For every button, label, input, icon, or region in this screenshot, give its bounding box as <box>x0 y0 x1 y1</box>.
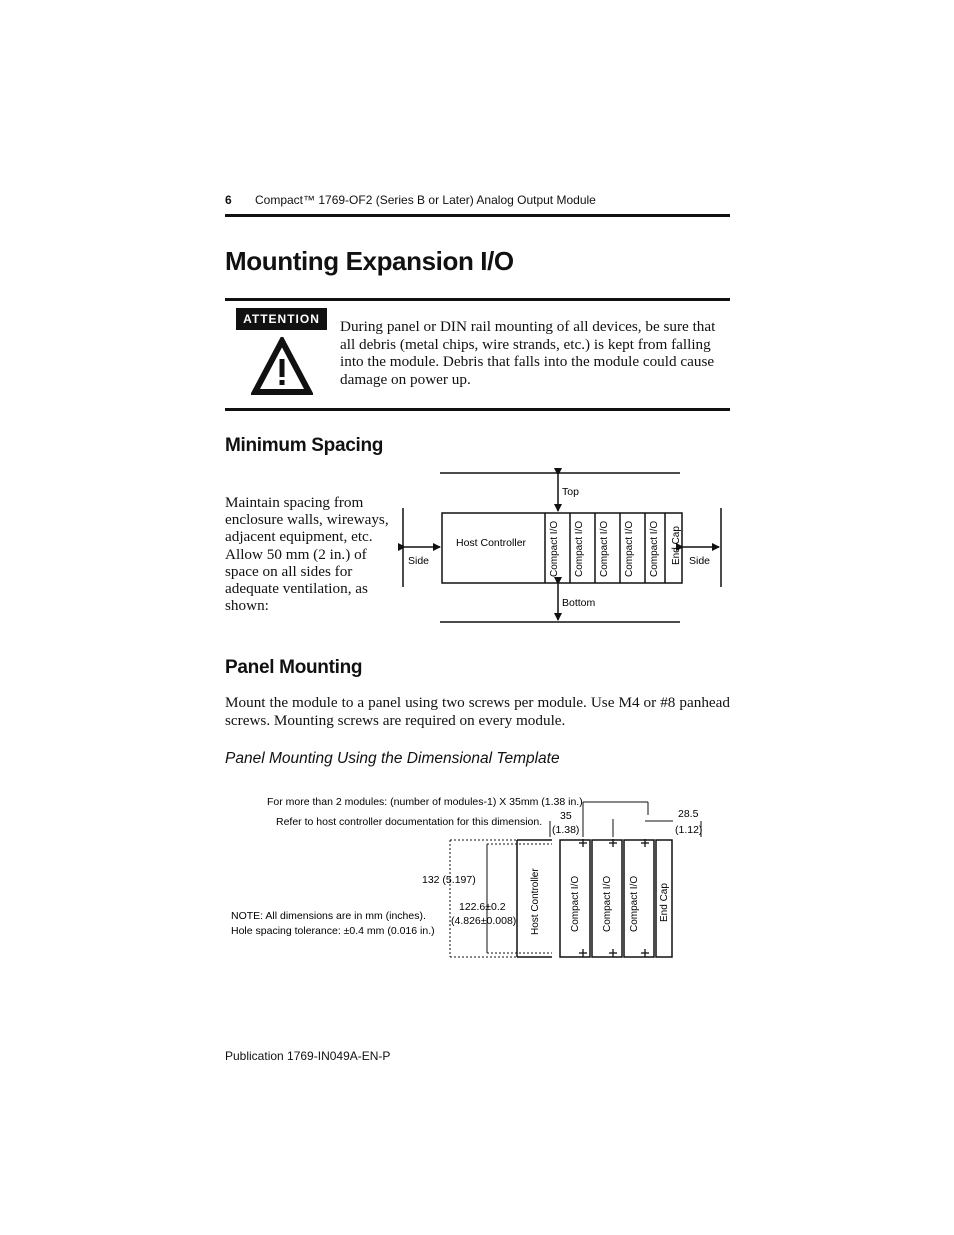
minimum-spacing-diagram <box>395 465 730 630</box>
minimum-spacing-heading: Minimum Spacing <box>225 435 384 456</box>
host-controller-label: Host Controller <box>456 537 527 549</box>
end-cap-label: End Cap <box>671 526 682 565</box>
warning-triangle-icon <box>251 337 313 396</box>
page-title: Mounting Expansion I/O <box>225 246 514 276</box>
host-controller-label: Host Controller <box>530 868 541 935</box>
attention-text: During panel or DIN rail mounting of all devices, be sure that all debris (metal chips, wire strands, etc.) is kept from falling into the module. Debris that falls into the module could cause damage on power up. <box>340 318 716 388</box>
side-right-label: Side <box>689 555 711 567</box>
dim-35-in: (1.38) <box>552 824 580 836</box>
publication-number: Publication 1769-IN049A-EN-P <box>225 1049 391 1063</box>
module-label: Compact I/O <box>602 875 613 932</box>
dim-132: 132 (5.197) <box>422 874 476 886</box>
module-label: Compact I/O <box>629 875 640 932</box>
module-label: Compact I/O <box>549 520 560 577</box>
end-cap-label: End Cap <box>659 883 670 922</box>
panel-mounting-heading: Panel Mounting <box>225 657 363 678</box>
header-rule <box>225 214 730 217</box>
more-modules-note: For more than 2 modules: (number of modules-1) X 35mm (1.38 in.) <box>267 796 583 808</box>
attention-badge: ATTENTION <box>236 308 327 330</box>
dim-122-mm: 122.6±0.2 <box>459 901 506 913</box>
attention-top-rule <box>225 298 730 301</box>
dim-35-mm: 35 <box>560 810 572 822</box>
module-label: Compact I/O <box>570 875 581 932</box>
panel-mounting-subheading: Panel Mounting Using the Dimensional Template <box>225 750 560 767</box>
side-left-label: Side <box>408 555 430 567</box>
tolerance-note: Hole spacing tolerance: ±0.4 mm (0.016 in.) <box>231 925 435 937</box>
host-reference-note: Refer to host controller documentation for this dimension. <box>276 816 543 828</box>
module-label: Compact I/O <box>599 520 610 577</box>
minimum-spacing-text: Maintain spacing from enclosure walls, wireways, adjacent equipment, etc. Allow 50 mm (2 in.) of space on all sides for adequate ventilation, as shown: <box>225 494 389 615</box>
dim-122-in: (4.826±0.008) <box>451 915 517 927</box>
panel-mounting-text: Mount the module to a panel using two screws per module. Use M4 or #8 panhead screws. Mounting screws are required on every module. <box>225 694 730 729</box>
dim-28-mm: 28.5 <box>678 808 699 820</box>
dimensions-note: NOTE: All dimensions are in mm (inches). <box>231 910 426 922</box>
module-label: Compact I/O <box>574 520 585 577</box>
attention-bottom-rule <box>225 408 730 411</box>
bottom-label: Bottom <box>562 597 596 609</box>
module-label: Compact I/O <box>649 520 660 577</box>
page-number: 6 <box>225 193 232 207</box>
header-title: Compact™ 1769-OF2 (Series B or Later) Analog Output Module <box>255 193 596 207</box>
dim-28-in: (1.12) <box>675 824 703 836</box>
module-label: Compact I/O <box>624 520 635 577</box>
top-label: Top <box>562 486 579 498</box>
panel-mounting-template-diagram <box>225 785 730 965</box>
